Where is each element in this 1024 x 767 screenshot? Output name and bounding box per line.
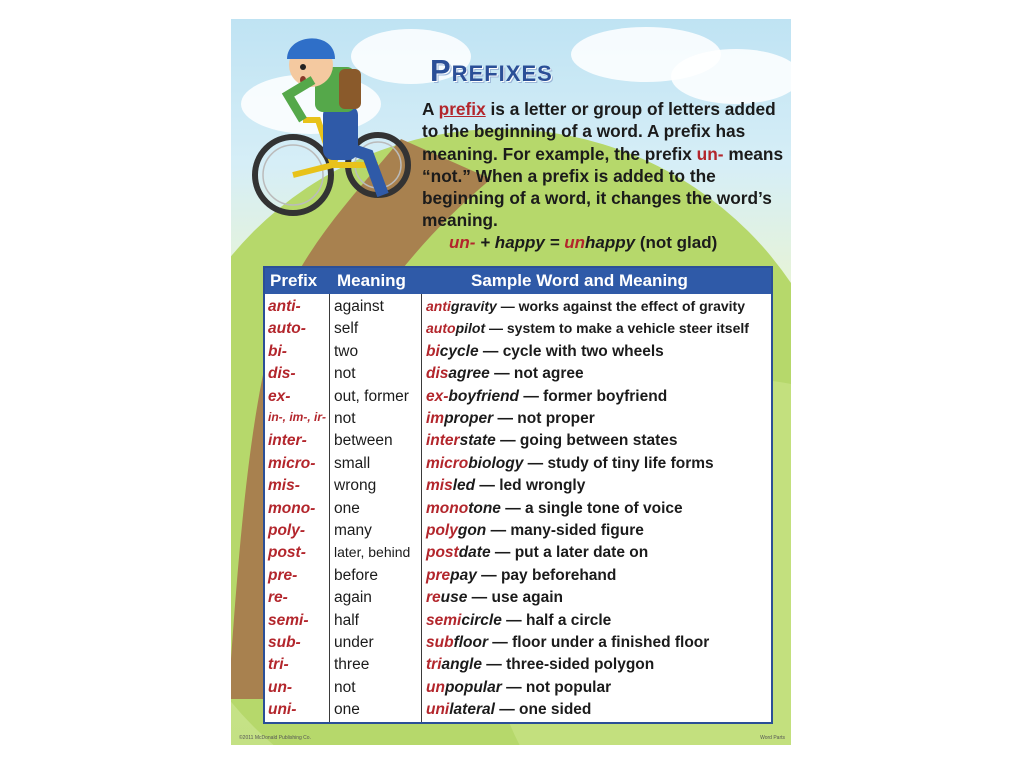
table-row — [265, 677, 771, 699]
table-header — [265, 268, 771, 294]
prefix-cell: poly- — [268, 522, 306, 539]
prefix-cell: semi- — [268, 611, 309, 629]
sample-root: angle — [441, 656, 482, 674]
meaning-cell: out, former — [334, 387, 409, 405]
sample-cell — [426, 320, 749, 336]
prefix-cell: sub- — [268, 634, 301, 651]
prefix-cell: ex- — [268, 387, 291, 405]
sample-prefix: anti — [426, 298, 451, 314]
table-row — [265, 654, 771, 676]
example-prefix: un- — [449, 233, 476, 252]
table-row — [265, 610, 771, 632]
sample-root: cycle — [439, 342, 479, 360]
prefix-cell: un- — [268, 678, 293, 696]
sample-definition: — floor under a finished floor — [488, 634, 710, 651]
example-note: (not glad) — [635, 233, 718, 252]
example-plus: + happy = — [475, 233, 565, 252]
sample-prefix: mono — [426, 499, 469, 517]
sample-root: circle — [461, 611, 502, 629]
sample-root: pilot — [455, 320, 486, 337]
table-row — [265, 565, 771, 587]
table-row — [265, 386, 771, 408]
table-row — [265, 296, 771, 318]
cloud — [671, 49, 791, 104]
prefix-cell: mono- — [268, 499, 316, 517]
page-title: Prefixes — [430, 53, 553, 88]
sample-definition: — pay beforehand — [476, 566, 617, 584]
sample-cell — [426, 410, 595, 428]
prefix-cell: tri- — [268, 656, 289, 674]
sample-definition: — not popular — [501, 678, 612, 696]
sample-cell — [426, 589, 563, 607]
sample-prefix: ex- — [426, 387, 449, 405]
meaning-cell: between — [334, 432, 393, 450]
sample-cell — [426, 298, 745, 314]
table-row — [265, 520, 771, 542]
sample-cell — [426, 455, 714, 473]
sample-cell — [426, 388, 667, 406]
sample-definition: — not agree — [489, 365, 584, 383]
prefix-cell: in-, im-, ir- — [268, 410, 326, 424]
intro-paragraph — [422, 98, 784, 232]
table-row — [265, 363, 771, 385]
meaning-cell: later, behind — [334, 544, 411, 561]
sample-prefix: bi — [426, 342, 440, 360]
table-row — [265, 341, 771, 363]
sample-cell — [426, 343, 664, 361]
sample-root: proper — [444, 410, 494, 427]
sample-root: floor — [453, 634, 488, 651]
prefix-cell: bi- — [268, 342, 287, 360]
sample-definition: — works against the effect of gravity — [496, 298, 745, 314]
prefix-cell: micro- — [268, 454, 316, 472]
table-row — [265, 587, 771, 609]
sample-cell — [426, 656, 654, 674]
table-row — [265, 498, 771, 520]
prefix-cell: pre- — [268, 566, 298, 584]
sample-definition: — a single tone of voice — [500, 499, 683, 517]
sample-root: gravity — [450, 298, 497, 314]
meaning-cell: not — [334, 678, 356, 696]
sample-prefix: micro — [426, 454, 469, 472]
boy-on-bicycle-illustration — [243, 25, 423, 250]
sample-definition: — use again — [467, 589, 563, 607]
meaning-cell: under — [334, 634, 374, 651]
sample-definition: — cycle with two wheels — [478, 342, 664, 360]
meaning-cell: again — [334, 589, 372, 607]
un-keyword: un- — [696, 143, 724, 164]
prefix-cell: anti- — [268, 298, 301, 315]
header-sample: Sample Word and Meaning — [471, 271, 688, 290]
prefix-keyword: prefix — [438, 99, 486, 119]
sample-prefix: sub — [426, 634, 454, 651]
sample-root: tone — [468, 499, 501, 517]
sample-prefix: tri — [426, 656, 442, 674]
sample-cell — [426, 679, 611, 697]
sample-root: biology — [468, 454, 524, 472]
table-row — [265, 430, 771, 452]
sample-root: gon — [457, 522, 487, 539]
sample-root: date — [458, 544, 491, 562]
meaning-cell: self — [334, 320, 359, 338]
sample-cell — [426, 634, 709, 652]
meaning-cell: half — [334, 611, 359, 629]
poster — [231, 19, 791, 745]
sample-cell — [426, 612, 611, 630]
meaning-cell: one — [334, 499, 360, 517]
sample-root: lateral — [449, 701, 495, 719]
table-row — [265, 318, 771, 340]
sample-prefix: semi — [426, 611, 462, 629]
table-row — [265, 699, 771, 721]
prefix-cell: re- — [268, 589, 288, 607]
table-row — [265, 453, 771, 475]
sample-prefix: uni — [426, 701, 450, 719]
copyright: ©2011 McDonald Publishing Co. — [239, 735, 311, 741]
sample-definition: — study of tiny life forms — [523, 454, 714, 472]
meaning-cell: not — [334, 365, 356, 383]
sample-definition: — system to make a vehicle steer itself — [485, 320, 749, 337]
sample-prefix: pre — [426, 566, 451, 584]
prefix-cell: dis- — [268, 365, 296, 383]
sample-definition: — former boyfriend — [519, 387, 668, 405]
sample-prefix: inter — [426, 432, 460, 450]
sample-cell — [426, 432, 678, 450]
prefix-cell: post- — [268, 544, 306, 562]
meaning-cell: wrong — [334, 477, 377, 495]
sample-root: popular — [444, 678, 502, 696]
sample-prefix: poly — [426, 522, 458, 539]
prefix-table — [263, 266, 773, 724]
sample-definition: — not proper — [493, 410, 595, 427]
sample-cell — [426, 477, 585, 495]
header-meaning: Meaning — [337, 271, 406, 290]
sample-prefix: auto — [426, 320, 456, 337]
meaning-cell: one — [334, 701, 360, 719]
meaning-cell: many — [334, 522, 372, 539]
sample-cell — [426, 701, 591, 719]
sample-definition: — put a later date on — [490, 544, 649, 562]
intro-text: A — [422, 99, 439, 119]
table-row — [265, 542, 771, 564]
sample-cell — [426, 567, 616, 585]
prefix-cell: uni- — [268, 701, 297, 719]
sample-prefix: dis — [426, 365, 449, 383]
sample-cell — [426, 544, 648, 562]
prefix-cell: mis- — [268, 477, 300, 495]
table-row — [265, 408, 771, 430]
header-prefix: Prefix — [270, 271, 318, 290]
poster-series: Word Parts — [760, 735, 785, 741]
intro-text: is a letter or group of letters added to the beginning of a word. A prefix has meaning. For example, the prefix — [422, 99, 776, 164]
meaning-cell: two — [334, 342, 359, 360]
sample-cell — [426, 500, 683, 518]
sample-definition: — led wrongly — [475, 477, 586, 495]
sample-prefix: re — [426, 589, 441, 607]
example-equation — [449, 233, 717, 253]
sample-root: use — [440, 589, 468, 607]
meaning-cell: before — [334, 566, 378, 584]
sample-prefix: im — [426, 410, 445, 427]
sample-definition: — one sided — [494, 701, 592, 719]
sample-definition: — many-sided figure — [486, 522, 644, 539]
example-result-prefix: un — [564, 233, 586, 252]
meaning-cell: three — [334, 656, 370, 674]
sample-cell — [426, 522, 644, 540]
meaning-cell: small — [334, 454, 371, 472]
sample-definition: — going between states — [495, 432, 678, 450]
sample-root: state — [459, 432, 496, 450]
sample-prefix: post — [426, 544, 459, 562]
prefix-cell: auto- — [268, 320, 306, 338]
intro-text: means “not.” When a prefix is added to the beginning of a word, it changes the word’s meaning. — [422, 143, 784, 231]
table-row — [265, 632, 771, 654]
sample-root: agree — [448, 365, 490, 383]
table-row — [265, 475, 771, 497]
sample-cell — [426, 365, 584, 383]
meaning-cell: against — [334, 298, 384, 315]
sample-root: pay — [450, 566, 477, 584]
meaning-cell: not — [334, 410, 356, 427]
sample-definition: — half a circle — [501, 611, 612, 629]
sample-root: boyfriend — [448, 387, 520, 405]
sample-prefix: mis — [426, 477, 453, 495]
sample-root: led — [452, 477, 476, 495]
sample-definition: — three-sided polygon — [481, 656, 655, 674]
sample-prefix: un — [426, 678, 445, 696]
example-result-root: happy — [585, 233, 636, 252]
prefix-cell: inter- — [268, 432, 307, 450]
